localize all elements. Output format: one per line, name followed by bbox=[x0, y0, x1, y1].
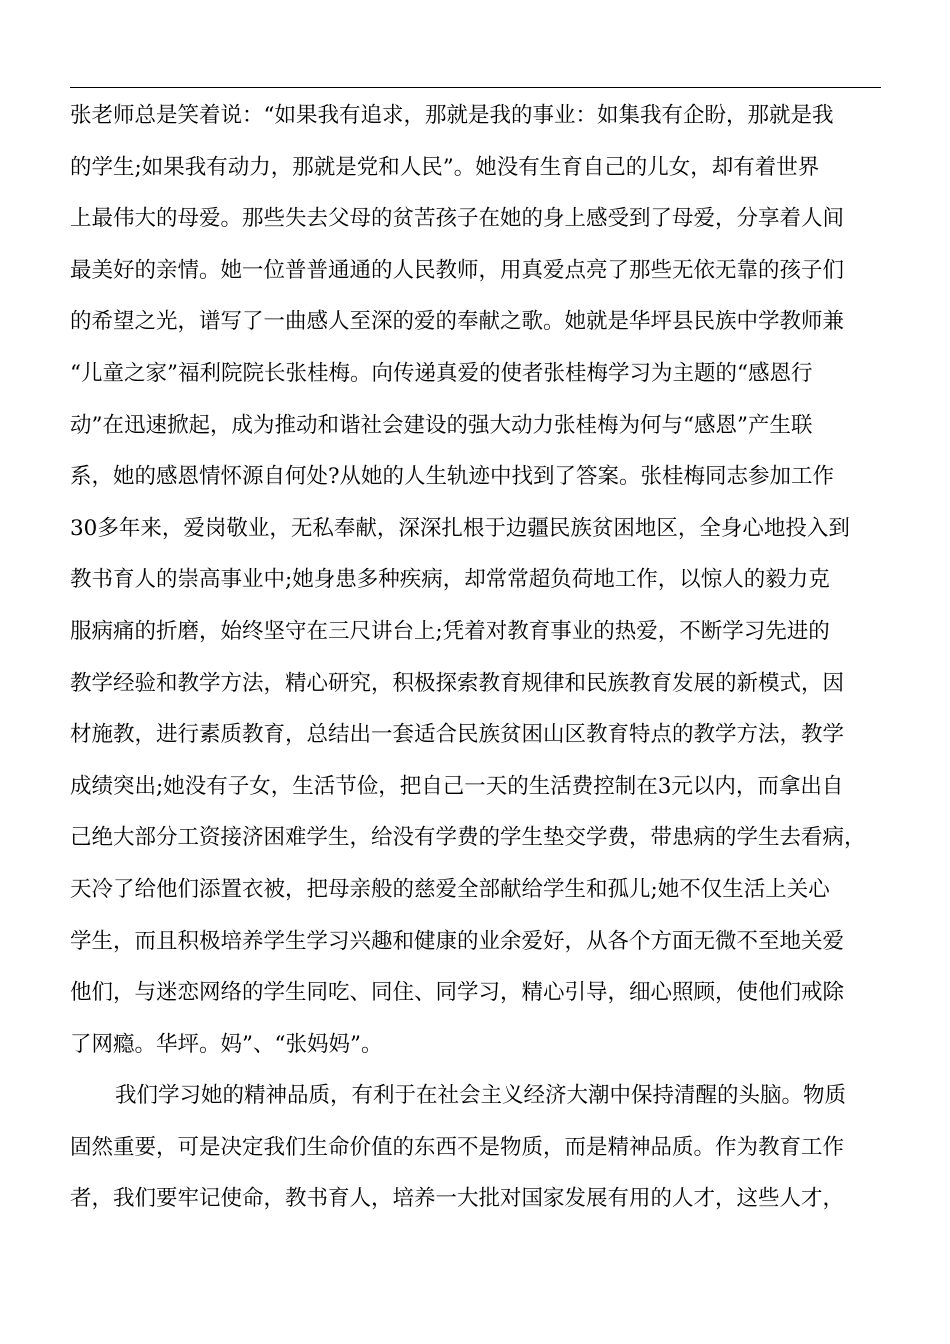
text-line: 服病痛的折磨，始终坚守在三尺讲台上;凭着对教育事业的热爱，不断学习先进的 bbox=[70, 618, 830, 644]
text-line: 我们学习她的精神品质，有利于在社会主义经济大潮中保持清醒的头脑。物质 bbox=[115, 1083, 847, 1109]
text-line: “儿童之家”福利院院长张桂梅。向传递真爱的使者张桂梅学习为主题的“感恩行 bbox=[70, 360, 813, 386]
paragraph-2 bbox=[70, 1070, 890, 1225]
text-line: 的希望之光，谱写了一曲感人至深的爱的奉献之歌。她就是华坪县民族中学教师兼 bbox=[70, 309, 845, 335]
text-line: 教学经验和教学方法，精心研究，积极探索教育规律和民族教育发展的新模式，因 bbox=[70, 670, 845, 696]
text-line: 成绩突出;她没有子女，生活节俭，把自己一天的生活费控制在3元以内，而拿出自 bbox=[70, 773, 844, 799]
text-line: 己绝大部分工资接济困难学生，给没有学费的学生垫交学费，带患病的学生去看病， bbox=[70, 825, 866, 851]
text-line: 了网瘾。华坪。妈”、“张妈妈”。 bbox=[70, 1031, 383, 1057]
header-rule bbox=[70, 87, 881, 88]
text-line: 固然重要，可是决定我们生命价值的东西不是物质，而是精神品质。作为教育工作 bbox=[70, 1134, 845, 1160]
text-line: 教书育人的崇高事业中;她身患多种疾病，却常常超负荷地工作，以惊人的毅力克 bbox=[70, 567, 830, 593]
text-line: 他们，与迷恋网络的学生同吃、同住、同学习，精心引导，细心照顾，使他们戒除 bbox=[70, 980, 845, 1006]
text-line: 者，我们要牢记使命，教书育人，培养一大批对国家发展有用的人才，这些人才， bbox=[70, 1186, 845, 1212]
text-line: 系，她的感恩情怀源自何处?从她的人生轨迹中找到了答案。张桂梅同志参加工作 bbox=[70, 464, 835, 490]
text-line: 天冷了给他们添置衣被，把母亲般的慈爱全部献给学生和孤儿;她不仅生活上关心 bbox=[70, 876, 830, 902]
text-line: 动”在迅速掀起，成为推动和谐社会建设的强大动力张桂梅为何与“感恩”产生联 bbox=[70, 412, 813, 438]
text-line: 上最伟大的母爱。那些失去父母的贫苦孩子在她的身上感受到了母爱，分享着人间 bbox=[70, 206, 845, 232]
paragraph-1 bbox=[70, 90, 890, 1070]
text-line: 30多年来，爱岗敬业，无私奉献，深深扎根于边疆民族贫困地区，全身心地投入到 bbox=[70, 515, 850, 541]
text-line: 最美好的亲情。她一位普普通通的人民教师，用真爱点亮了那些无依无靠的孩子们 bbox=[70, 257, 845, 283]
text-line: 学生，而且积极培养学生学习兴趣和健康的业余爱好，从各个方面无微不至地关爱 bbox=[70, 928, 845, 954]
text-line: 张老师总是笑着说：“如果我有追求，那就是我的事业：如集我有企盼，那就是我 bbox=[70, 103, 834, 128]
text-line: 材施教，进行素质教育，总结出一套适合民族贫困山区教育特点的教学方法，教学 bbox=[70, 722, 845, 748]
text-line: 的学生;如果我有动力，那就是党和人民”。她没有生育自己的儿女，却有着世界 bbox=[70, 154, 820, 180]
page-content bbox=[70, 90, 890, 1225]
